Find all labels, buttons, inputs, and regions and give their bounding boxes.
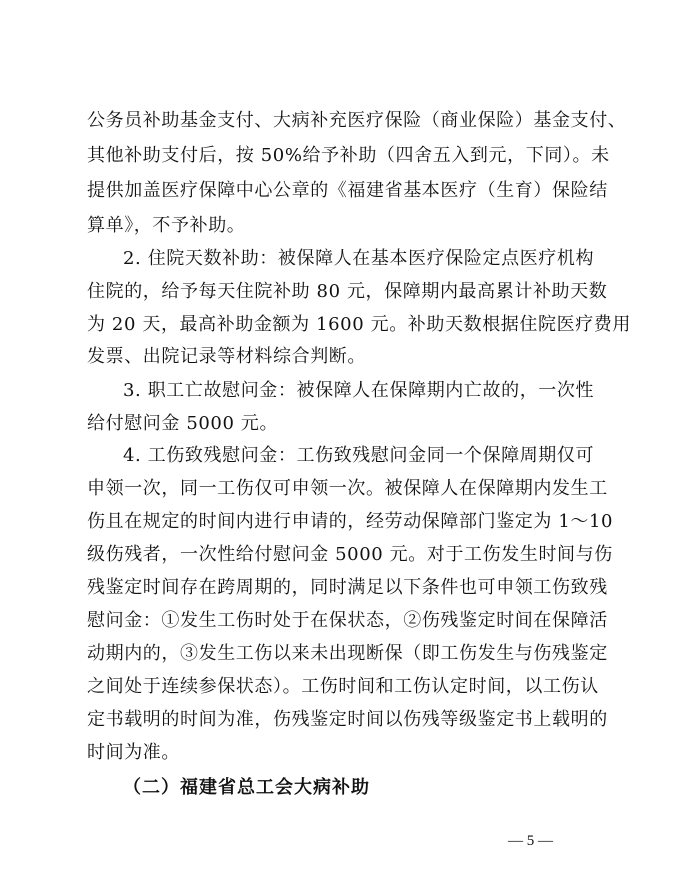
item-3-line: 3. 职工亡故慰问金：被保障人在保障期内亡故的，一次性: [123, 380, 595, 401]
paragraph-line: 发票、出院记录等材料综合判断。: [87, 346, 366, 367]
paragraph-line: 级伤残者，一次性给付慰问金 5000 元。对于工伤发生时间与伤: [87, 544, 613, 565]
paragraph-line: 伤且在规定的时间内进行申请的，经劳动保障部门鉴定为 1～10: [87, 511, 614, 532]
paragraph-line: 算单》，不予补助。: [87, 215, 246, 236]
paragraph-line: 慰问金：①发生工伤时处于在保状态，②伤残鉴定时间在保障活: [87, 610, 608, 631]
paragraph-line: 之间处于连续参保状态）。工伤时间和工伤认定时间，以工伤认: [87, 676, 599, 697]
paragraph-line: 残鉴定时间存在跨周期的，同时满足以下条件也可申领工伤致残: [87, 577, 608, 598]
section-heading: （二）福建省总工会大病补助: [123, 777, 370, 798]
paragraph-line: 为 20 天，最高补助金额为 1600 元。补助天数根据住院医疗费用: [87, 314, 631, 335]
paragraph-line: 定书载明的时间为准，伤残鉴定时间以伤残等级鉴定书上载明的: [87, 709, 608, 730]
paragraph-line: 住院的，给予每天住院补助 80 元，保障期内最高累计补助天数: [87, 281, 608, 302]
paragraph-line: 给付慰问金 5000 元。: [87, 413, 279, 434]
item-2-line: 2. 住院天数补助：被保障人在基本医疗保险定点医疗机构: [123, 248, 595, 269]
paragraph-line: 其他补助支付后，按 50%给予补助（四舍五入到元，下同）。未: [87, 145, 610, 166]
paragraph-line: 公务员补助基金支付、大病补充医疗保险（商业保险）基金支付、: [87, 110, 627, 131]
paragraph-line: 提供加盖医疗保障中心公章的《福建省基本医疗（生育）保险结: [87, 180, 608, 201]
paragraph-line: 动期内的，③发生工伤以来未出现断保（即工伤发生与伤残鉴定: [87, 643, 608, 664]
paragraph-line: 时间为准。: [87, 742, 180, 763]
paragraph-line: 申领一次，同一工伤仅可申领一次。被保障人在保障期内发生工: [87, 478, 608, 499]
item-4-line: 4. 工伤致残慰问金：工伤致残慰问金同一个保障周期仅可: [123, 445, 595, 466]
page-number: — 5 —: [508, 833, 553, 849]
